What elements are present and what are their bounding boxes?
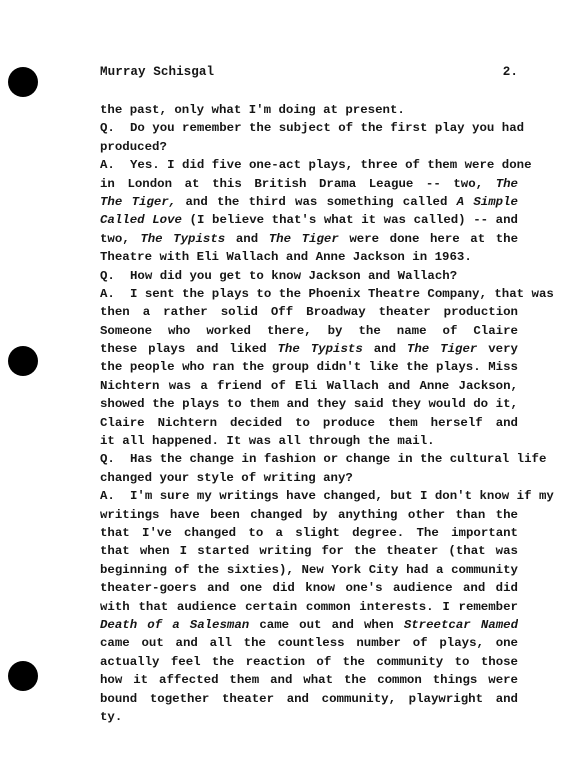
qa-line [100, 156, 532, 174]
qa-line [100, 450, 547, 468]
text-line: actually feel the reaction of the community to those [100, 654, 518, 669]
text-line: it all happened. It was all through the mail. [100, 434, 435, 449]
line-text: How did you get to know Jackson and Wallach? [130, 268, 458, 283]
speaker-label: A. [100, 489, 115, 504]
text-line: Death of a Salesman came out and when Streetcar Named [100, 617, 518, 632]
speaker-label: A. [100, 286, 115, 301]
text-line: the past, only what I'm doing at present. [100, 103, 405, 117]
line-text: Has the change in fashion or change in the cultural life [130, 452, 547, 467]
line-text: Do you remember the subject of the first play you had [130, 121, 525, 136]
qa-line [100, 285, 554, 303]
text-line: that I've changed to a slight degree. The important [100, 525, 518, 540]
text-line: that when I started writing for the theater (that was [100, 544, 518, 559]
text-line: showed the plays to them and they said they would do it, [100, 397, 518, 412]
text-line: produced? [100, 139, 167, 154]
text-line: with that audience certain common interests. I remember [100, 599, 518, 614]
page-header [100, 65, 518, 79]
text-line: Called Love (I believe that's what it was called) -- and [100, 213, 518, 228]
text-line: The Tiger, and the third was something called A Simple [100, 194, 518, 209]
qa-line [100, 119, 525, 137]
text-line: Theatre with Eli Wallach and Anne Jackson in 1963. [100, 250, 472, 265]
text-line: beginning of the sixties), New York City had a community [100, 562, 518, 577]
line-text: I sent the plays to the Phoenix Theatre Company, that was [130, 286, 554, 301]
text-line: two, The Typists and The Tiger were done here at the [100, 231, 518, 246]
text-line: writings have been changed by anything other than the [100, 507, 518, 522]
qa-line [100, 267, 518, 285]
text-line: changed your style of writing any? [100, 470, 353, 485]
text-line: then a rather solid Off Broadway theater production [100, 305, 518, 320]
binder-hole [8, 661, 38, 691]
text-line: ty. [100, 709, 123, 724]
text-line: Nichtern was a friend of Eli Wallach and Anne Jackson, [100, 378, 518, 393]
text-line: how it affected them and what the common things were [100, 673, 518, 688]
speaker-label: Q. [100, 268, 115, 283]
text-line: bound together theater and community, playwright and [100, 691, 518, 706]
text-line: the people who ran the group didn't like the plays. Miss [100, 360, 518, 375]
line-text: I'm sure my writings have changed, but I don't know if my [130, 489, 554, 504]
page-number: 2. [502, 65, 518, 79]
speaker-label: Q. [100, 452, 115, 467]
text-line: came out and all the countless number of plays, one [100, 636, 518, 651]
text-line: theater-goers and one did know one's audience and did [100, 581, 518, 596]
transcript-body [100, 101, 554, 726]
binder-hole [8, 346, 38, 376]
line-text: Yes. I did five one-act plays, three of them were done [130, 158, 532, 173]
text-line: in London at this British Drama League -- two, The [100, 176, 518, 191]
text-line: Claire Nichtern decided to produce them herself and [100, 415, 518, 430]
text-line: these plays and liked The Typists and The Tiger very [100, 342, 518, 357]
qa-line [100, 487, 554, 505]
binder-hole [8, 67, 38, 97]
text-line: Someone who worked there, by the name of Claire [100, 323, 518, 338]
speaker-label: Q. [100, 121, 115, 136]
header-author: Murray Schisgal [100, 65, 215, 79]
speaker-label: A. [100, 158, 115, 173]
